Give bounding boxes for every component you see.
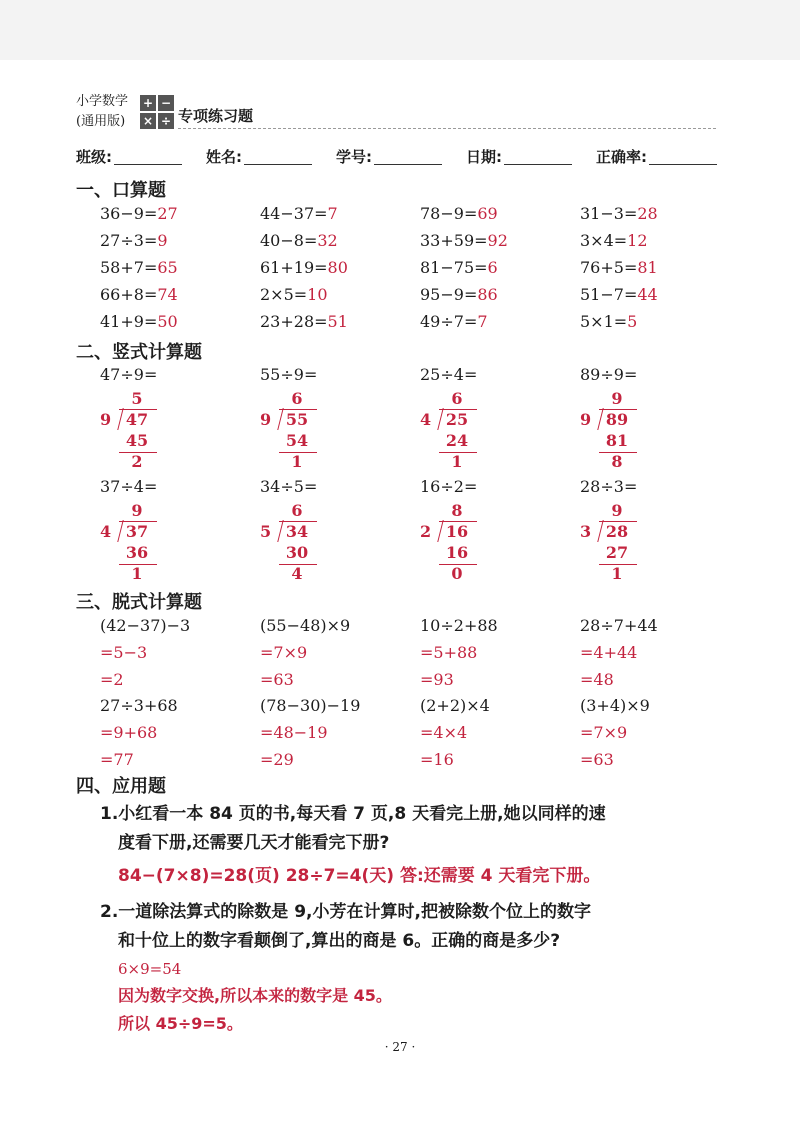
oral-answer: 65 — [157, 258, 178, 277]
long-division — [100, 390, 180, 480]
section-oral-title: 一、口算题 — [76, 180, 166, 201]
book-title — [76, 92, 128, 132]
oral-question: 95−9= — [420, 285, 478, 304]
oral-answer: 7 — [327, 204, 338, 223]
student-id-field — [336, 146, 442, 167]
word-problem-1-answer: 84−(7×8)=28(页) 28÷7=4(天) 答:还需要 4 天看完下册。 — [118, 866, 601, 886]
division-divisor: 5 — [260, 522, 272, 541]
division-bracket — [271, 520, 283, 542]
student-id-label: 学号: — [336, 148, 372, 166]
oral-question: 61+19= — [260, 258, 328, 277]
stepwise-question: 10÷2+88 — [420, 616, 498, 635]
stepwise-question: (3+4)×9 — [580, 696, 650, 715]
oral-item — [420, 281, 580, 308]
stepwise-result: =29 — [260, 750, 294, 769]
multiply-icon: × — [140, 113, 156, 129]
division-bracket — [111, 408, 123, 430]
stepwise-question: 27÷3+68 — [100, 696, 178, 715]
divide-icon: ÷ — [158, 113, 174, 129]
word-problem-2 — [100, 898, 730, 1038]
division-divisor: 3 — [580, 522, 592, 541]
oral-item — [420, 254, 580, 281]
oral-item — [260, 308, 420, 335]
division-remainder: 0 — [451, 564, 463, 583]
oral-answer: 7 — [477, 312, 488, 331]
topic-title: 专项练习题 — [178, 107, 254, 125]
division-question: 34÷5= — [260, 477, 318, 496]
division-bracket — [431, 408, 443, 430]
oral-question: 31−3= — [580, 204, 638, 223]
operator-icons — [140, 95, 174, 129]
date-blank[interactable] — [504, 149, 572, 165]
division-quotient: 9 — [131, 501, 143, 520]
division-question: 47÷9= — [100, 365, 158, 384]
word-problem-2-step2: 因为数字交换,所以本来的数字是 45。 — [118, 986, 392, 1005]
accuracy-blank[interactable] — [649, 149, 717, 165]
stepwise-step: =7×9 — [580, 723, 628, 742]
stepwise-step: =5+88 — [420, 643, 478, 662]
oral-item — [260, 281, 420, 308]
name-blank[interactable] — [244, 149, 312, 165]
stepwise-result: =16 — [420, 750, 454, 769]
stepwise-step: =7×9 — [260, 643, 308, 662]
oral-question: 76+5= — [580, 258, 638, 277]
stepwise-step: =4×4 — [420, 723, 468, 742]
stepwise-step: =48−19 — [260, 723, 328, 742]
division-dividend: 16 — [445, 522, 469, 541]
oral-answer: 80 — [327, 258, 348, 277]
division-product: 27 — [605, 543, 629, 562]
stepwise-result: =77 — [100, 750, 134, 769]
division-quotient: 6 — [451, 389, 463, 408]
long-division — [420, 502, 500, 592]
division-question: 37÷4= — [100, 477, 158, 496]
stepwise-question: (78−30)−19 — [260, 696, 361, 715]
long-division — [580, 502, 660, 592]
page-header — [76, 92, 716, 134]
oral-answer: 5 — [627, 312, 638, 331]
oral-question: 33+59= — [420, 231, 488, 250]
division-bracket — [271, 408, 283, 430]
section-stepwise-title: 三、脱式计算题 — [76, 592, 202, 613]
division-bracket — [591, 520, 603, 542]
stepwise-result: =93 — [420, 670, 454, 689]
class-label: 班级: — [76, 148, 112, 166]
division-divisor: 2 — [420, 522, 432, 541]
long-division-row-2 — [100, 476, 740, 596]
book-title-line2: (通用版) — [76, 114, 126, 129]
division-remainder: 1 — [131, 564, 143, 583]
division-remainder: 1 — [451, 452, 463, 471]
stepwise-step: =4+44 — [580, 643, 638, 662]
section-vertical-title: 二、竖式计算题 — [76, 342, 202, 363]
division-divisor: 9 — [100, 410, 112, 429]
header-divider — [178, 128, 716, 129]
division-divisor: 9 — [580, 410, 592, 429]
division-quotient: 9 — [611, 389, 623, 408]
accuracy-label: 正确率: — [596, 148, 647, 166]
stepwise-question: (42−37)−3 — [100, 616, 191, 635]
oral-item — [420, 308, 580, 335]
division-dividend: 55 — [285, 410, 309, 429]
word-problem-2-step3: 所以 45÷9=5。 — [118, 1014, 243, 1033]
division-divisor: 9 — [260, 410, 272, 429]
division-dividend: 34 — [285, 522, 309, 541]
class-field — [76, 146, 182, 167]
oral-question: 66+8= — [100, 285, 158, 304]
student-info-row — [76, 146, 726, 170]
division-dividend: 47 — [125, 410, 149, 429]
oral-question: 44−37= — [260, 204, 328, 223]
accuracy-field — [596, 146, 717, 167]
oral-calc-grid — [100, 200, 740, 335]
division-product: 54 — [285, 431, 309, 450]
oral-item — [580, 227, 740, 254]
long-division — [100, 502, 180, 592]
oral-item — [100, 281, 260, 308]
oral-item — [260, 227, 420, 254]
name-field — [206, 146, 312, 167]
long-division — [580, 390, 660, 480]
oral-answer: 10 — [307, 285, 328, 304]
oral-item — [100, 308, 260, 335]
date-field — [466, 146, 572, 167]
oral-answer: 81 — [637, 258, 658, 277]
oral-question: 36−9= — [100, 204, 158, 223]
division-dividend: 89 — [605, 410, 629, 429]
division-bracket — [111, 520, 123, 542]
division-bracket — [431, 520, 443, 542]
division-product: 24 — [445, 431, 469, 450]
oral-item — [580, 254, 740, 281]
oral-question: 5×1= — [580, 312, 628, 331]
word-problem-2-line2: 和十位上的数字看颠倒了,算出的商是 6。正确的商是多少? — [118, 931, 561, 951]
oral-question: 3×4= — [580, 231, 628, 250]
division-question: 55÷9= — [260, 365, 318, 384]
oral-answer: 86 — [477, 285, 498, 304]
division-question: 25÷4= — [420, 365, 478, 384]
oral-answer: 27 — [157, 204, 178, 223]
division-remainder: 2 — [131, 452, 143, 471]
oral-item — [100, 227, 260, 254]
top-band — [0, 0, 800, 60]
oral-item — [100, 254, 260, 281]
oral-item — [260, 200, 420, 227]
stepwise-result: =2 — [100, 670, 124, 689]
date-label: 日期: — [466, 148, 502, 166]
oral-answer: 9 — [157, 231, 168, 250]
oral-item — [100, 200, 260, 227]
word-problem-1-line2: 度看下册,还需要几天才能看完下册? — [118, 833, 390, 853]
division-quotient: 5 — [131, 389, 143, 408]
oral-answer: 74 — [157, 285, 178, 304]
oral-question: 2×5= — [260, 285, 308, 304]
stepwise-question: (2+2)×4 — [420, 696, 490, 715]
stepwise-step: =9+68 — [100, 723, 158, 742]
page-number: · 27 · — [384, 1040, 416, 1054]
oral-answer: 32 — [317, 231, 338, 250]
oral-item — [580, 281, 740, 308]
oral-question: 78−9= — [420, 204, 478, 223]
oral-answer: 50 — [157, 312, 178, 331]
word-problem-1 — [100, 800, 730, 891]
oral-answer: 6 — [487, 258, 498, 277]
long-division — [260, 390, 340, 480]
division-quotient: 9 — [611, 501, 623, 520]
division-question: 28÷3= — [580, 477, 638, 496]
oral-answer: 92 — [487, 231, 508, 250]
word-problem-2-step1: 6×9=54 — [118, 960, 182, 978]
oral-answer: 28 — [637, 204, 658, 223]
oral-question: 51−7= — [580, 285, 638, 304]
long-division — [420, 390, 500, 480]
stepwise-question: (55−48)×9 — [260, 616, 351, 635]
oral-question: 40−8= — [260, 231, 318, 250]
oral-item — [420, 200, 580, 227]
stepwise-question: 28÷7+44 — [580, 616, 658, 635]
oral-question: 41+9= — [100, 312, 158, 331]
stepwise-grid-row-2 — [100, 692, 740, 773]
division-dividend: 25 — [445, 410, 469, 429]
division-question: 89÷9= — [580, 365, 638, 384]
division-question: 16÷2= — [420, 477, 478, 496]
section-word-problems-title: 四、应用题 — [76, 776, 166, 797]
division-product: 81 — [605, 431, 629, 450]
oral-item — [260, 254, 420, 281]
oral-question: 58+7= — [100, 258, 158, 277]
division-remainder: 4 — [291, 564, 303, 583]
division-dividend: 37 — [125, 522, 149, 541]
oral-question: 81−75= — [420, 258, 488, 277]
division-divisor: 4 — [100, 522, 112, 541]
oral-question: 49÷7= — [420, 312, 478, 331]
oral-answer: 69 — [477, 204, 498, 223]
book-title-line1: 小学数学 — [76, 94, 129, 109]
division-bracket — [591, 408, 603, 430]
division-divisor: 4 — [420, 410, 432, 429]
oral-answer: 51 — [327, 312, 348, 331]
oral-question: 23+28= — [260, 312, 328, 331]
minus-icon: − — [158, 95, 174, 111]
oral-question: 27÷3= — [100, 231, 158, 250]
long-division — [260, 502, 340, 592]
oral-item — [420, 227, 580, 254]
student-id-blank[interactable] — [374, 149, 442, 165]
division-product: 45 — [125, 431, 149, 450]
stepwise-result: =63 — [260, 670, 294, 689]
oral-answer: 12 — [627, 231, 648, 250]
stepwise-result: =63 — [580, 750, 614, 769]
stepwise-grid-row-1 — [100, 612, 740, 693]
division-remainder: 1 — [291, 452, 303, 471]
division-quotient: 6 — [291, 389, 303, 408]
division-quotient: 8 — [451, 501, 463, 520]
word-problem-1-line1: 1.小红看一本 84 页的书,每天看 7 页,8 天看完上册,她以同样的速 — [100, 804, 606, 824]
division-product: 16 — [445, 543, 469, 562]
division-product: 30 — [285, 543, 309, 562]
division-product: 36 — [125, 543, 149, 562]
long-division-row-1 — [100, 364, 740, 484]
division-remainder: 1 — [611, 564, 623, 583]
division-dividend: 28 — [605, 522, 629, 541]
stepwise-step: =5−3 — [100, 643, 148, 662]
oral-answer: 44 — [637, 285, 658, 304]
name-label: 姓名: — [206, 148, 242, 166]
class-blank[interactable] — [114, 149, 182, 165]
division-remainder: 8 — [611, 452, 623, 471]
word-problem-2-line1: 2.一道除法算式的除数是 9,小芳在计算时,把被除数个位上的数字 — [100, 902, 591, 922]
oral-item — [580, 200, 740, 227]
division-quotient: 6 — [291, 501, 303, 520]
stepwise-result: =48 — [580, 670, 614, 689]
plus-icon: + — [140, 95, 156, 111]
oral-item — [580, 308, 740, 335]
